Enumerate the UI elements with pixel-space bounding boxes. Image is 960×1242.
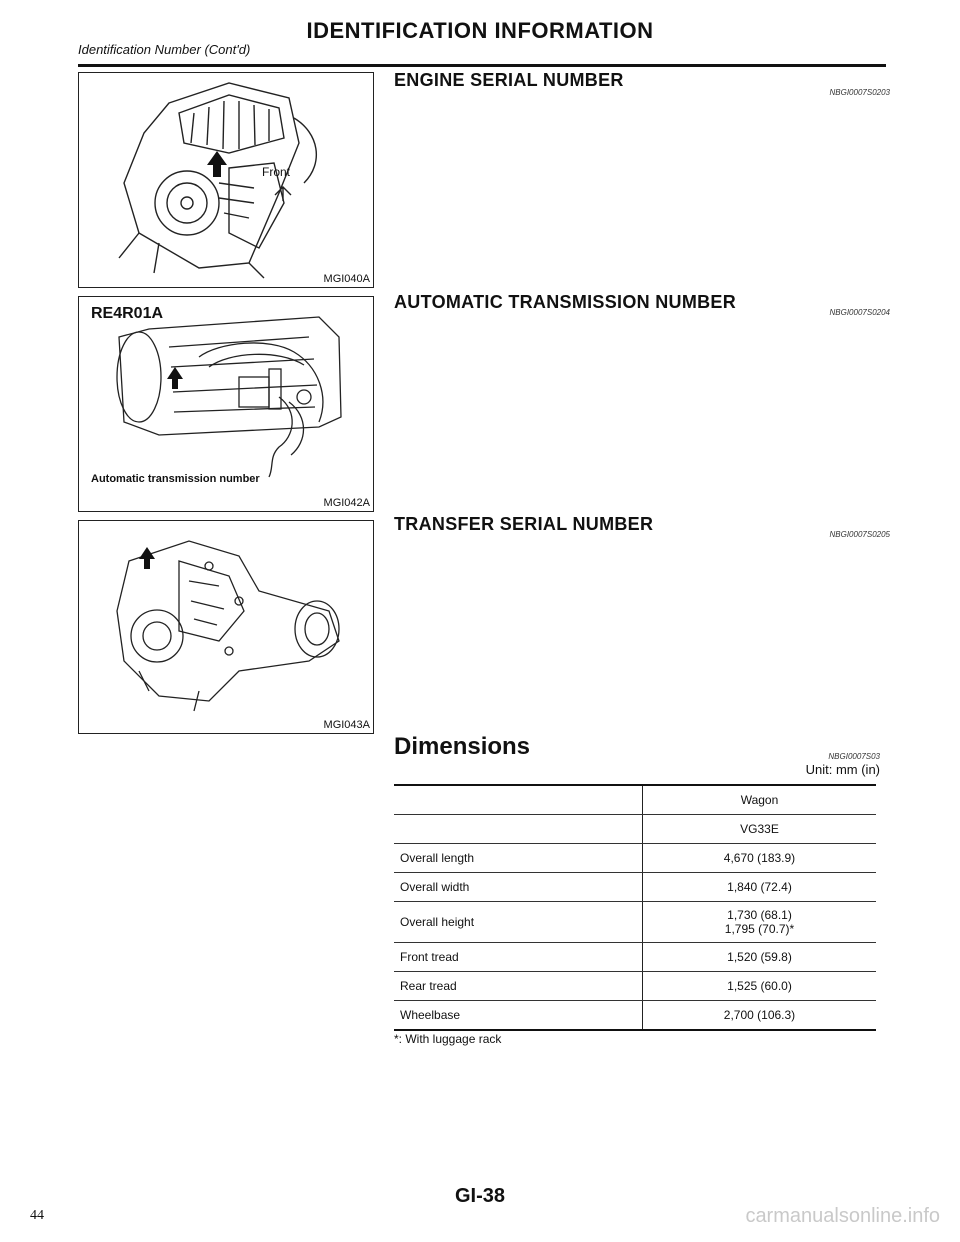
front-label: Front xyxy=(262,165,291,179)
table-header-row xyxy=(394,785,876,815)
transmission-number-ref: NBGI0007S0204 xyxy=(829,308,890,317)
row-value: 1,520 (59.8) xyxy=(643,943,877,972)
transfer-serial-heading: TRANSFER SERIAL NUMBER xyxy=(394,514,654,534)
table-row xyxy=(394,943,876,972)
row-label: Rear tread xyxy=(394,972,643,1001)
row-value: 4,670 (183.9) xyxy=(643,844,877,873)
row-value: 1,730 (68.1) xyxy=(727,908,792,922)
row-label: Wheelbase xyxy=(394,1001,643,1031)
unit-label: Unit: mm (in) xyxy=(805,762,880,777)
table-row xyxy=(394,972,876,1001)
row-label: Overall height xyxy=(394,902,643,943)
figure-code: MGI043A xyxy=(323,719,370,731)
page-title: IDENTIFICATION INFORMATION xyxy=(306,18,654,43)
page-subtitle: Identification Number (Cont'd) xyxy=(78,42,251,57)
row-value-alt: 1,795 (70.7)* xyxy=(724,922,795,936)
table-header-row xyxy=(394,815,876,844)
engine-illustration xyxy=(79,73,373,287)
table-row xyxy=(394,844,876,873)
transfer-serial-ref: NBGI0007S0205 xyxy=(829,530,890,539)
row-label: Overall width xyxy=(394,873,643,902)
engine-figure xyxy=(78,72,374,288)
table-cell xyxy=(394,815,643,844)
table-cell xyxy=(394,785,643,815)
row-value: 1,840 (72.4) xyxy=(643,873,877,902)
dimensions-heading: Dimensions xyxy=(394,733,531,760)
sheet-number: 44 xyxy=(30,1208,44,1223)
transmission-caption: Automatic transmission number xyxy=(91,473,260,485)
dimensions-table xyxy=(394,784,876,1031)
row-value: 2,700 (106.3) xyxy=(643,1001,877,1031)
engine-serial-heading: ENGINE SERIAL NUMBER xyxy=(394,70,624,90)
transmission-number-heading: AUTOMATIC TRANSMISSION NUMBER xyxy=(394,292,737,312)
row-value: 1,525 (60.0) xyxy=(643,972,877,1001)
table-row xyxy=(394,902,876,943)
row-value-multiline xyxy=(643,902,877,943)
table-header-cell: Wagon xyxy=(643,785,877,815)
table-row xyxy=(394,873,876,902)
watermark: carmanualsonline.info xyxy=(745,1205,940,1227)
table-row xyxy=(394,1001,876,1031)
dimensions-ref: NBGI0007S03 xyxy=(828,752,880,761)
figure-code: MGI040A xyxy=(323,273,370,285)
figure-code: MGI042A xyxy=(323,497,370,509)
header-rule xyxy=(78,64,886,67)
row-label: Overall length xyxy=(394,844,643,873)
table-header-cell: VG33E xyxy=(643,815,877,844)
row-label: Front tread xyxy=(394,943,643,972)
page-number: GI-38 xyxy=(454,1185,506,1207)
transmission-figure xyxy=(78,296,374,512)
transmission-model-label: RE4R01A xyxy=(91,305,164,322)
transfer-illustration xyxy=(79,521,373,733)
transfer-figure xyxy=(78,520,374,734)
table-footnote: *: With luggage rack xyxy=(394,1032,502,1046)
engine-serial-ref: NBGI0007S0203 xyxy=(829,88,890,97)
